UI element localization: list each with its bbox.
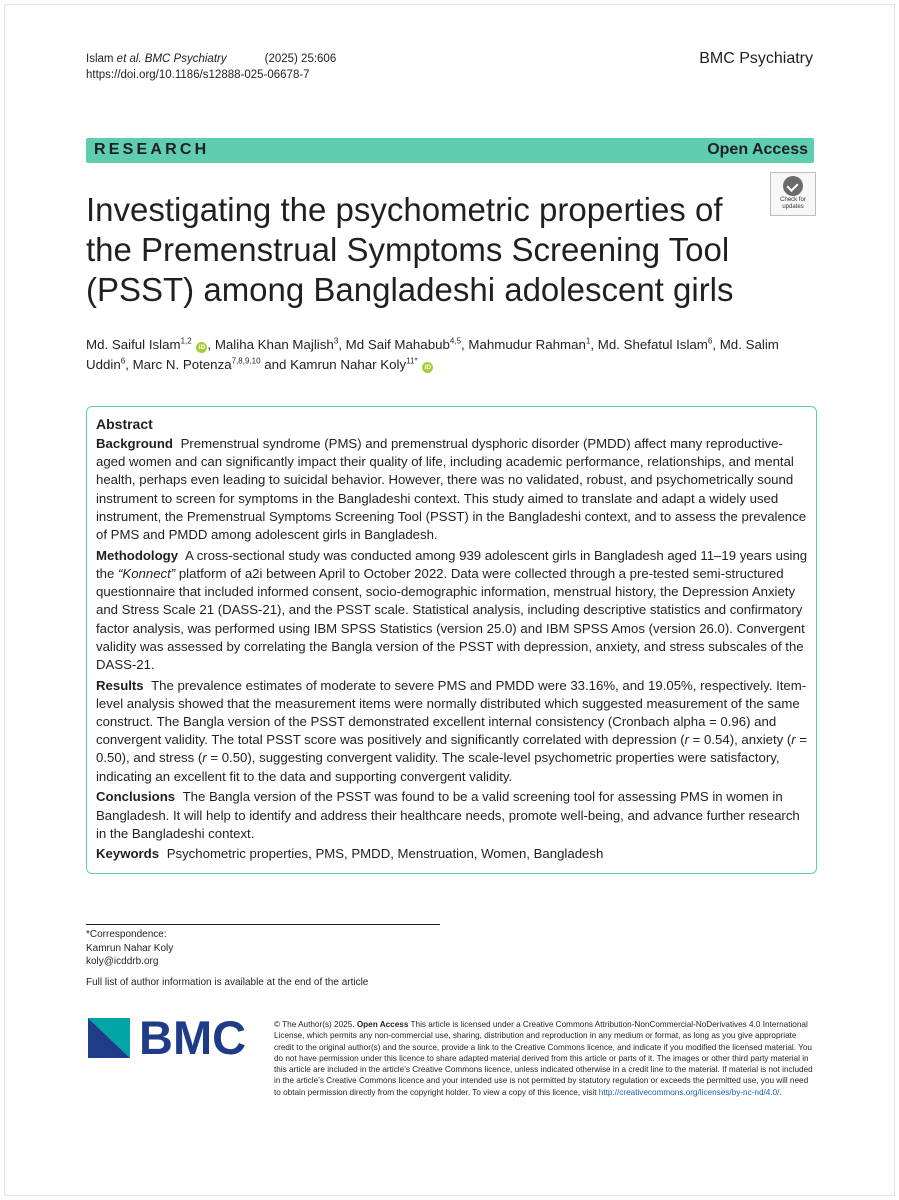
orcid-icon[interactable]: iD xyxy=(422,362,433,373)
author-list xyxy=(86,335,814,375)
article-type-banner xyxy=(86,138,814,163)
separator: , xyxy=(461,337,469,352)
author-affiliation: 6 xyxy=(120,356,126,366)
full-list-note: Full list of author information is available at the end of the article xyxy=(86,977,369,988)
background-text: Premenstrual syndrome (PMS) and premenstrual dysphoric disorder (PMDD) affect many reproductive-aged women and can significantly impact their quality of life, including academic performance, relationships, and mental health, perhaps even leading to suicidal behavior. However, there was no validated, robust, and psychometrically sound instrument to screen for symptoms in the Bangladeshi context. This study aimed to translate and adapt a widely used instrument, the Premenstrual Symptoms Screening Tool (PSST) in the Bangladeshi context, and to assess the prevalence of PMS and PMDD among adolescent girls in Bangladesh. xyxy=(96,436,807,543)
article-title: Investigating the psychometric properties of the Premenstrual Symptoms Screening Tool (PSST) among Bangladeshi adolescent girls xyxy=(86,191,734,308)
results-label: Results xyxy=(96,677,144,693)
correspondence-label: *Correspondence: xyxy=(86,929,167,940)
badge-line-2: updates xyxy=(782,204,804,210)
r-symbol: r xyxy=(202,750,207,766)
keywords-text: Psychometric properties, PMS, PMDD, Menstruation, Women, Bangladesh xyxy=(166,846,604,862)
separator: , xyxy=(125,357,133,372)
abstract-conclusions xyxy=(96,788,808,843)
license-open-access: Open Access xyxy=(356,1020,409,1029)
section-label: RESEARCH xyxy=(94,141,210,158)
abstract-background xyxy=(96,435,808,544)
abstract-methodology xyxy=(96,547,808,674)
orcid-icon[interactable]: iD xyxy=(196,342,207,353)
citation-header xyxy=(86,51,336,83)
correspondence-block xyxy=(86,928,173,969)
license-copyright: © The Author(s) 2025. xyxy=(274,1020,357,1029)
abstract-results xyxy=(96,677,808,786)
author-affiliation: 4,5 xyxy=(449,336,462,346)
license-text xyxy=(274,1019,814,1098)
correspondence-email[interactable]: koly@icddrb.org xyxy=(86,956,159,967)
badge-line-1: Check for xyxy=(780,197,806,203)
methodology-text: platform of a2i between April to October 2022. Data were collected through a pre-tested semi-structured questionnaire that included informed consent, socio-demographic information, menstrual history, the Depression Anxiety and Stress Scale 21 (DASS-21), and the PSST scale. Statistical analysis, including descriptive statistics and confirmatory factor analysis, was performed using IBM SPSS Statistics (version 25.0) and IBM SPSS Amos (version 26.0). Convergent validity was assessed by correlating the Bangla version of the PSST with depression, anxiety, and stress subscales of the DASS-21. xyxy=(96,565,805,672)
results-text: = 0.54), anxiety ( xyxy=(689,732,792,748)
separator: and xyxy=(260,357,291,372)
open-access-label: Open Access xyxy=(707,141,808,158)
author-affiliation: 1 xyxy=(585,336,591,346)
footnote-divider xyxy=(86,924,440,925)
citation-etal: et al. xyxy=(116,53,142,65)
abstract-box xyxy=(86,406,817,874)
citation-journal: BMC Psychiatry xyxy=(141,53,227,65)
abstract-heading: Abstract xyxy=(96,416,153,432)
keywords-label: Keywords xyxy=(96,846,160,862)
separator: , xyxy=(712,337,720,352)
author-name[interactable]: Md Saif Mahabub xyxy=(345,337,450,352)
results-text: = 0.50), and stress ( xyxy=(96,732,808,766)
author-affiliation: 7,8,9,10 xyxy=(231,356,261,366)
author-affiliation: 11* xyxy=(406,356,418,366)
r-symbol: r xyxy=(791,732,796,748)
konnect-name: “Konnect” xyxy=(118,565,176,581)
license-link[interactable]: http://creativecommons.org/licenses/by-nc-nd/4.0/ xyxy=(598,1087,780,1097)
citation-line xyxy=(86,51,336,67)
author-name[interactable]: Mahmudur Rahman xyxy=(468,337,586,352)
background-label: Background xyxy=(96,436,173,451)
author-name[interactable]: Kamrun Nahar Koly xyxy=(290,357,407,372)
author-affiliation: 6 xyxy=(707,336,713,346)
journal-name: BMC Psychiatry xyxy=(699,50,813,67)
results-text: The prevalence estimates of moderate to severe PMS and PMDD were 33.16%, and 19.05%, respectively. Item-level analysis showed that the measurement items were normally distributed which suggested measurement of the same construct. The Bangla version of the PSST demonstrated excellent internal consistency (Cronbach alpha = 0.96) and convergent validity. The total PSST score was positively and significantly correlated with depression ( xyxy=(96,677,807,748)
author-name[interactable]: Marc N. Potenza xyxy=(132,357,232,372)
license-body: This article is licensed under a Creative Commons Attribution-NonCommercial-NoDerivatives 4.0 International License, which permits any non-commercial use, sharing, distribution and reproduction in any medium or format, as long as you give appropriate credit to the original author(s) and the source, provide a link to the Creative Commons licence, and indicate if you modified the licensed material. You do not have permission under this licence to share adapted material derived from this article or parts of it. The images or other third party material in this article are included in the article’s Creative Commons licence, unless indicated otherwise in a credit line to the material. If material is not included in the article’s Creative Commons licence and your intended use is not permitted by statutory regulation or exceeds the permitted use, you will need to obtain permission directly from the copyright holder. To view a copy of this licence, visit xyxy=(274,1020,813,1097)
r-symbol: r xyxy=(684,732,690,748)
author-name[interactable]: Md. Saiful Islam xyxy=(86,337,181,352)
results-text: = 0.50), suggesting convergent validity. The scale-level psychometric properties were satisfactory, indicating an excellent fit to the data and supporting convergent validity. xyxy=(96,750,780,784)
checkmark-icon xyxy=(783,176,803,196)
conclusions-label: Conclusions xyxy=(96,789,176,805)
bmc-logo-text: BMC xyxy=(139,1011,247,1064)
license-end: . xyxy=(779,1087,782,1097)
separator: , xyxy=(590,337,598,352)
methodology-label: Methodology xyxy=(96,547,179,563)
citation-year: (2025) 25:606 xyxy=(264,53,337,65)
methodology-text: A cross-sectional study was conducted among 939 adolescent girls in Bangladesh aged 11–19 years using the xyxy=(96,547,808,581)
separator: , xyxy=(338,337,346,352)
conclusions-text: The Bangla version of the PSST was found to be a valid screening tool for assessing PMS in women in Bangladesh. It will help to identify and address their healthcare needs, promote well-being, and advance further research in the Bangladeshi context. xyxy=(96,789,800,841)
author-name[interactable]: Maliha Khan Majlish xyxy=(214,337,334,352)
citation-author: Islam xyxy=(86,53,117,65)
abstract-keywords xyxy=(96,845,808,863)
author-affiliation: 3 xyxy=(333,336,339,346)
separator: , xyxy=(207,337,215,352)
author-name[interactable]: Md. Salim Uddin xyxy=(86,337,779,372)
check-for-updates-button[interactable] xyxy=(770,172,816,216)
doi-link[interactable]: https://doi.org/10.1186/s12888-025-06678-7 xyxy=(86,69,310,81)
author-affiliation: 1,2 xyxy=(180,336,192,346)
author-name[interactable]: Md. Shefatul Islam xyxy=(597,337,708,352)
correspondence-name: Kamrun Nahar Koly xyxy=(86,942,174,954)
